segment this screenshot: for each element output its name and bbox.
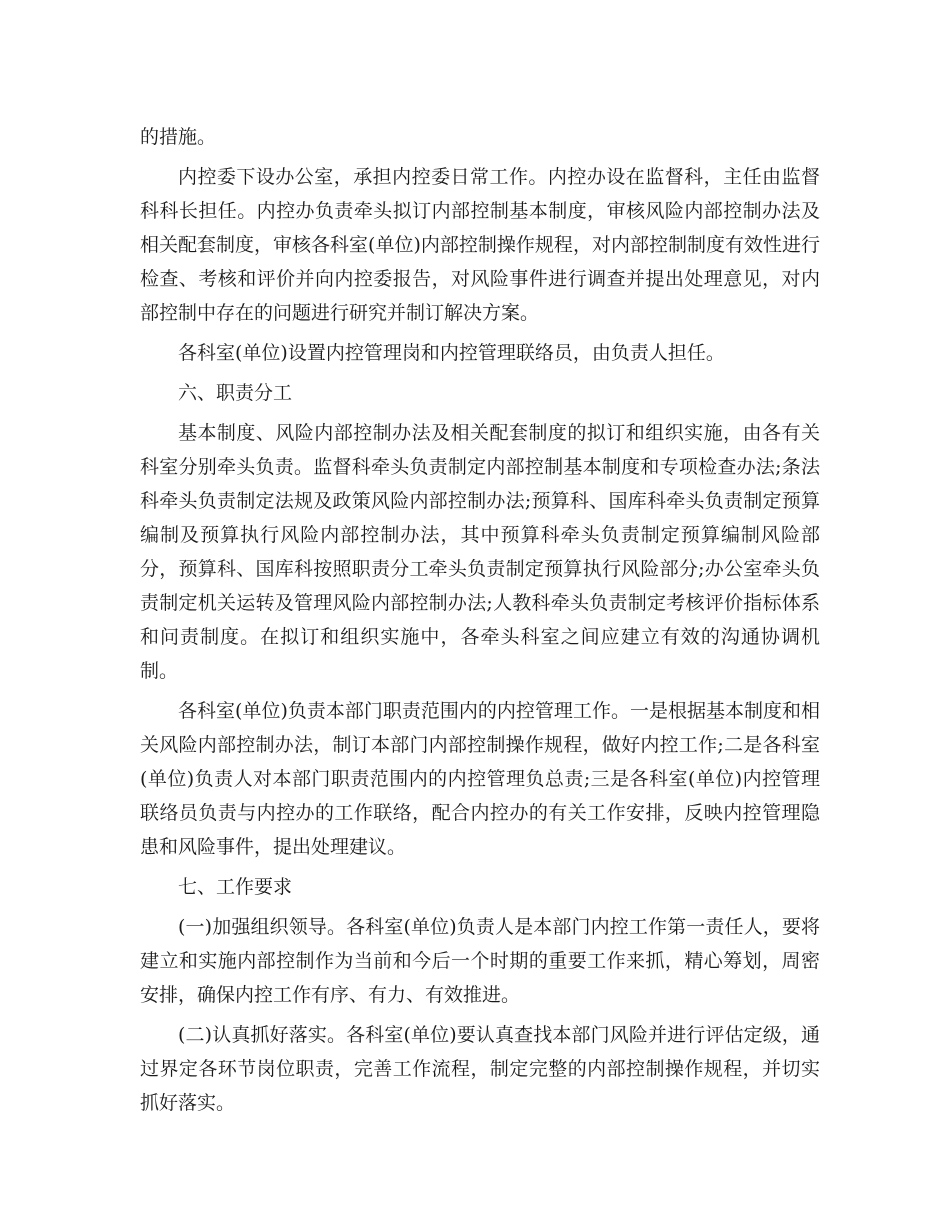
document-page: [140, 120, 820, 1120]
paragraph-office-duties: 内控委下设办公室，承担内控委日常工作。内控办设在监督科，主任由监督科科长担任。内控办负责牵头拟订内部控制基本制度，审核风险内部控制办法及相关配套制度，审核各科室(单位)内部控制操作规程，对内部控制制度有效性进行检查、考核和评价并向内控委报告，对风险事件进行调查并提出处理意见，对内部控制中存在的问题进行研究并制订解决方案。: [140, 166, 820, 324]
paragraph-department-responsibility: 各科室(单位)负责本部门职责范围内的内控管理工作。一是根据基本制度和相关风险内部控制办法，制订本部门内部控制操作规程，做好内控工作;二是各科室(单位)负责人对本部门职责范围内的内控管理负总责;三是各科室(单位)内控管理联络员负责与内控办的工作联络，配合内控办的有关工作安排，反映内控管理隐患和风险事件，提出处理建议。: [140, 700, 820, 858]
paragraph-continuation: 的措施。: [140, 126, 217, 148]
paragraph-requirement-2: (二)认真抓好落实。各科室(单位)要认真查找本部门风险并进行评估定级，通过界定各环节岗位职责，完善工作流程，制定完整的内部控制操作规程，并切实抓好落实。: [140, 1024, 820, 1114]
section-heading-7: 七、工作要求: [178, 876, 293, 898]
paragraph-liaison: 各科室(单位)设置内控管理岗和内控管理联络员，由负责人担任。: [178, 342, 725, 364]
paragraph-requirement-1: (一)加强组织领导。各科室(单位)负责人是本部门内控工作第一责任人，要将建立和实施内部控制作为当前和今后一个时期的重要工作来抓，精心筹划，周密安排，确保内控工作有序、有力、有效推进。: [140, 916, 820, 1006]
paragraph-division-of-duties: 基本制度、风险内部控制办法及相关配套制度的拟订和组织实施，由各有关科室分别牵头负责。监督科牵头负责制定内部控制基本制度和专项检查办法;条法科牵头负责制定法规及政策风险内部控制办法;预算科、国库科牵头负责制定预算编制及预算执行风险内部控制办法，其中预算科牵头负责制定预算编制风险部分，预算科、国库科按照职责分工牵头负责制定预算执行风险部分;办公室牵头负责制定机关运转及管理风险内部控制办法;人教科牵头负责制定考核评价指标体系和问责制度。在拟订和组织实施中，各牵头科室之间应建立有效的沟通协调机制。: [140, 422, 820, 682]
section-heading-6: 六、职责分工: [178, 382, 293, 404]
